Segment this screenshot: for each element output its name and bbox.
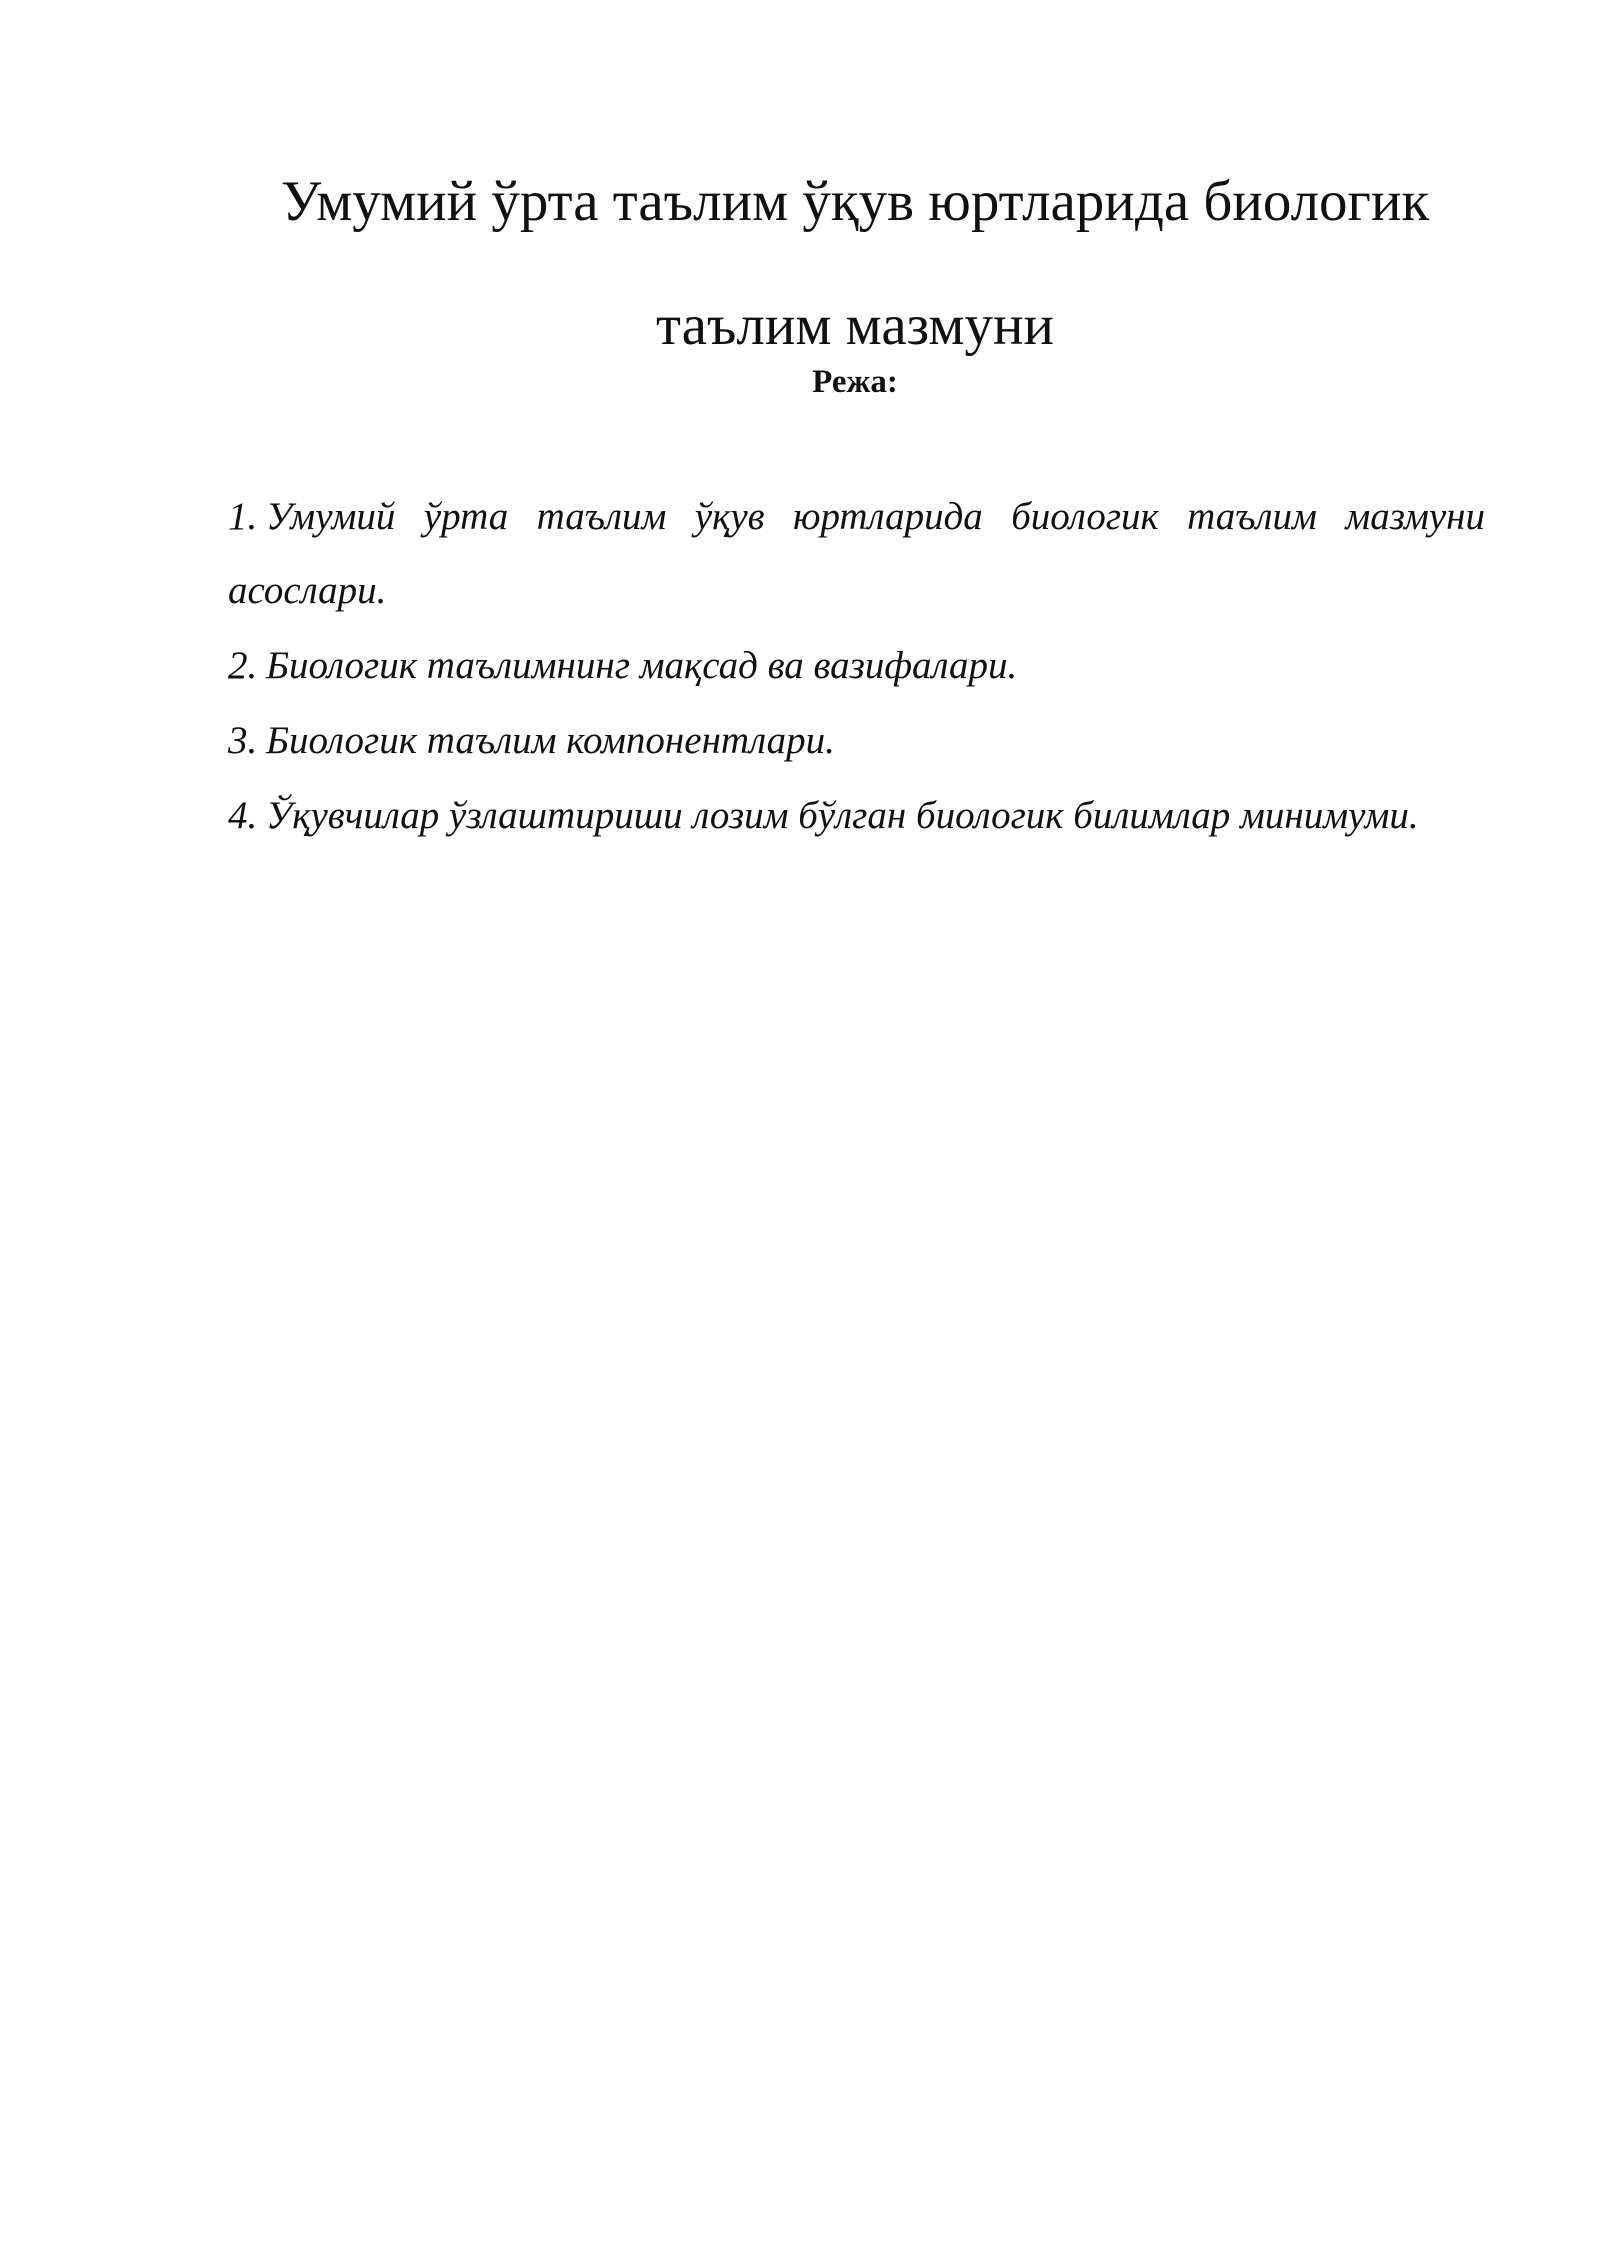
plan-item-text: Биологик таълим компонентлари. [266,719,835,762]
plan-item-2 [228,629,1485,703]
document-title: Умумий ўрта таълим ўқув юртларида биологик таълим мазмуни [280,170,1430,357]
plan-heading: Режа: [812,364,898,400]
plan-item-text: Биологик таълимнинг мақсад ва вазифалари. [266,644,1018,687]
plan-item-text: Умумий ўрта таълим ўқув юртларида биологик таълим мазмуни асослари. [228,495,1485,612]
plan-item-4 [228,779,1485,853]
plan-list [228,480,1485,854]
plan-item-1 [228,480,1485,628]
plan-item-text: Ўқувчилар ўзлаштириши лозим бўлган биологик билимлар минимуми. [266,794,1419,837]
plan-item-number: 4. [228,794,258,837]
plan-item-3 [228,704,1485,778]
plan-item-number: 1. [228,495,258,538]
plan-item-number: 3. [228,719,258,762]
plan-item-number: 2. [228,644,258,687]
